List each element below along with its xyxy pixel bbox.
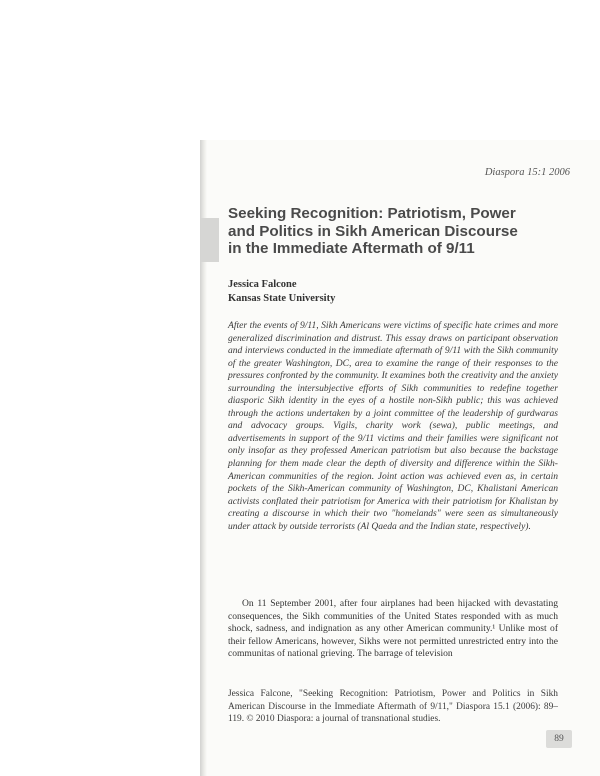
title-margin-shade [201,218,219,262]
page-number: 89 [546,730,572,748]
abstract: After the events of 9/11, Sikh Americans were victims of specific hate crimes and more generalized discrimination and distrust. This essay draws on participant observation and interviews conducted in the immediate aftermath of 9/11 with the Sikh community of the greater Washington, DC, area to examine the range of their responses to the pressures confronted by the community. It examines both the creativity and the anxiety surrounding the intersubjective efforts of Sikh communities to redefine together diasporic Sikh identity in the eyes of a hostile non-Sikh public; this was achieved through the actions undertaken by a joint committee of the leadership of gurdwaras and advocacy groups. Vigils, charity work (sewa), public meetings, and advertisements in support of the 9/11 victims and their families were significant not only insofar as they professed American patriotism but also because the backstage planning for them made clear the depth of diversity and difference within the Sikh-American communities of the region. Joint action was achieved even as, in certain pockets of the Sikh-American community of Washington, DC, Khalistani American activists conflated their patriotism for America with their patriotism for Khalistan by creating a discourse in which their two "homelands" were seen as simultaneously under attack by outside terrorists (Al Qaeda and the Indian state, respectively). [228,320,558,532]
article-title [228,205,558,258]
author-name: Jessica Falcone [228,279,297,290]
title-line: in the Immediate Aftermath of 9/11 [228,240,475,257]
citation: Jessica Falcone, "Seeking Recognition: Patriotism, Power and Politics in Sikh American Discourse in the Immediate Aftermath of 9/11," Diaspora 15.1 (2006): 89–119. © 2010 Diaspora: a journal of transnational studies. [228,689,558,725]
body-paragraph: On 11 September 2001, after four airplanes had been hijacked with devastating consequences, the Sikh communities of the United States responded with as much shock, sadness, and indignation as any other American community.¹ Unlike most of their fellow Americans, however, Sikhs were not permitted unrestricted entry into the communitas of national grieving. The barrage of television [228,598,558,660]
title-line: Seeking Recognition: Patriotism, Power [228,205,516,222]
author-affiliation: Kansas State University [228,292,336,304]
title-line: and Politics in Sikh American Discourse [228,222,518,240]
author-block [228,278,335,305]
journal-header: Diaspora 15:1 2006 [484,167,570,178]
